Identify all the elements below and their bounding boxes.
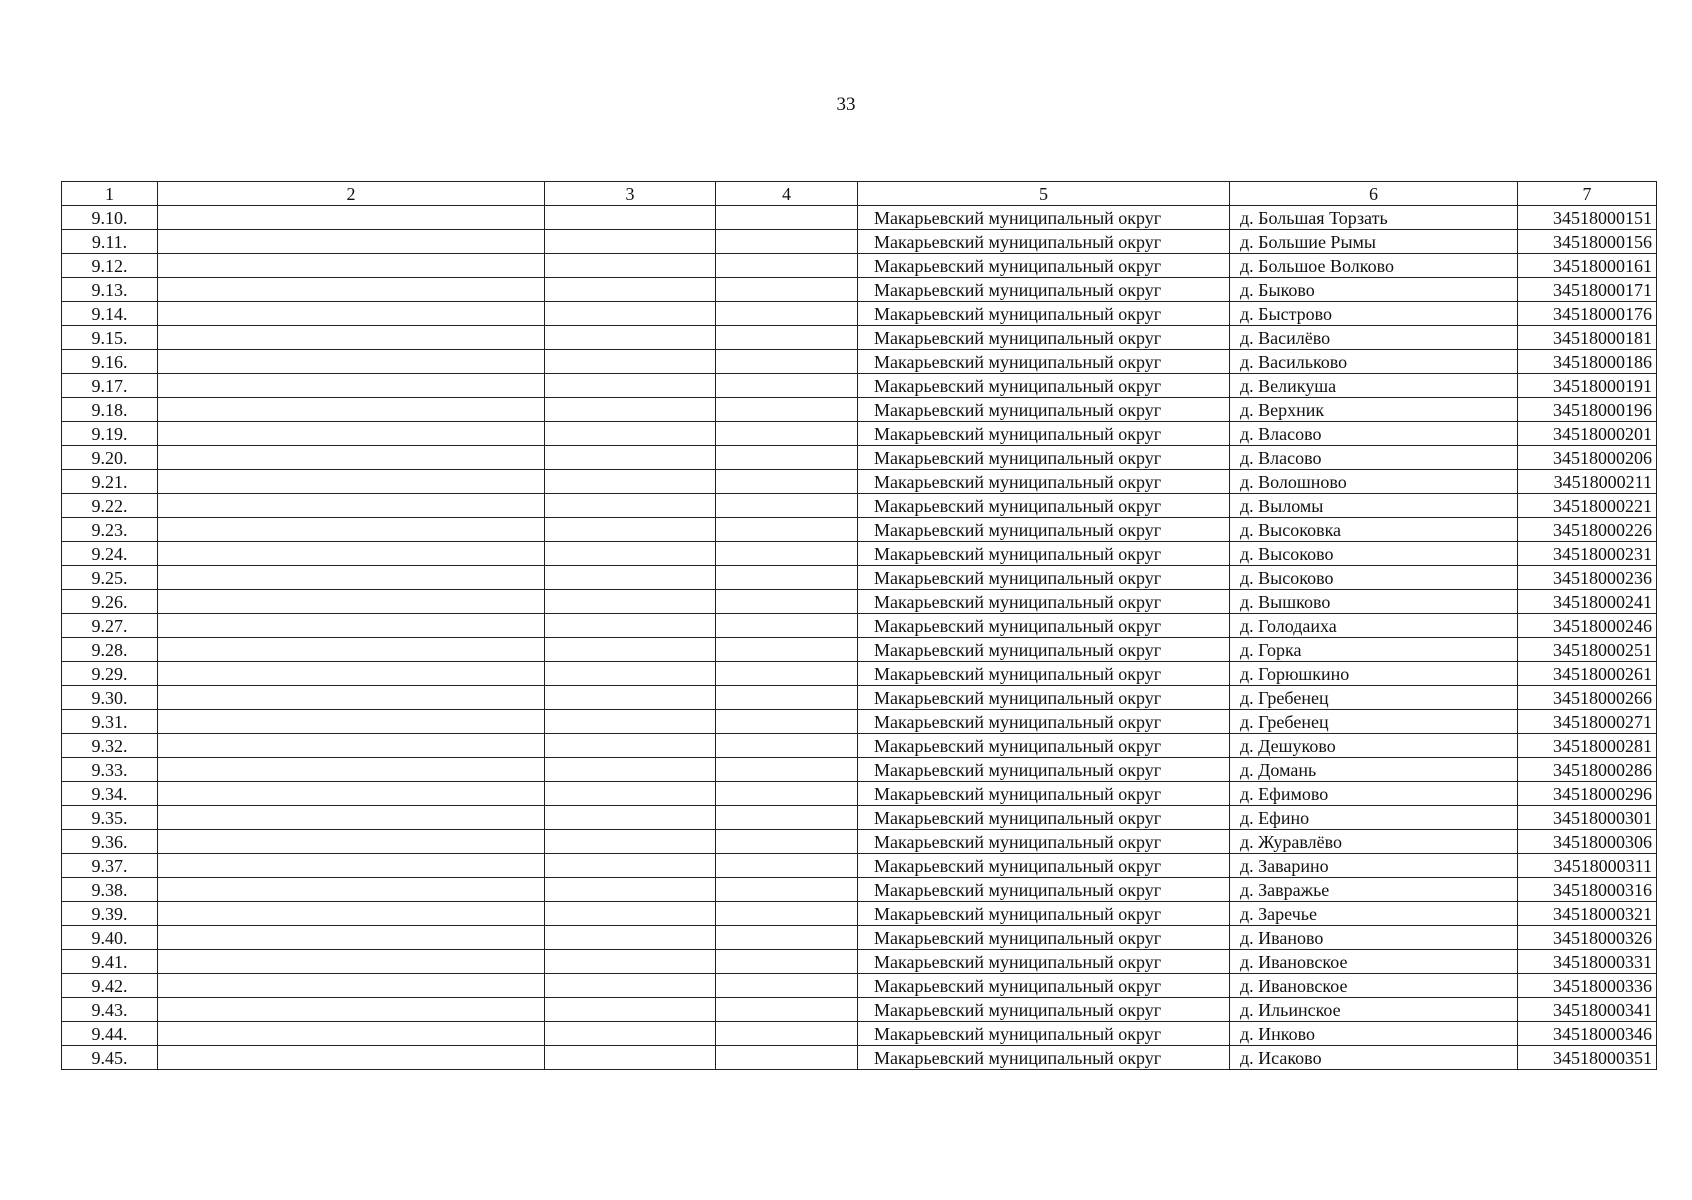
table-row	[62, 374, 1657, 398]
row-number: 9.22.	[62, 494, 158, 518]
empty-cell-2	[158, 254, 545, 278]
empty-cell-3	[545, 302, 716, 326]
empty-cell-4	[716, 518, 858, 542]
settlements-table	[61, 181, 1657, 1070]
settlement-name: д. Быстрово	[1230, 302, 1518, 326]
empty-cell-2	[158, 326, 545, 350]
oktmo-code: 34518000161	[1518, 254, 1657, 278]
settlement-name: д. Василёво	[1230, 326, 1518, 350]
empty-cell-4	[716, 710, 858, 734]
row-number: 9.28.	[62, 638, 158, 662]
municipal-district: Макарьевский муниципальный округ	[858, 470, 1230, 494]
table-body	[62, 206, 1657, 1070]
empty-cell-4	[716, 686, 858, 710]
oktmo-code: 34518000301	[1518, 806, 1657, 830]
settlement-name: д. Великуша	[1230, 374, 1518, 398]
empty-cell-2	[158, 998, 545, 1022]
empty-cell-3	[545, 230, 716, 254]
row-number: 9.24.	[62, 542, 158, 566]
table-row	[62, 734, 1657, 758]
empty-cell-2	[158, 590, 545, 614]
empty-cell-2	[158, 734, 545, 758]
row-number: 9.12.	[62, 254, 158, 278]
empty-cell-4	[716, 278, 858, 302]
settlement-name: д. Ефимово	[1230, 782, 1518, 806]
municipal-district: Макарьевский муниципальный округ	[858, 326, 1230, 350]
empty-cell-4	[716, 446, 858, 470]
table-row	[62, 350, 1657, 374]
municipal-district: Макарьевский муниципальный округ	[858, 590, 1230, 614]
municipal-district: Макарьевский муниципальный округ	[858, 374, 1230, 398]
row-number: 9.23.	[62, 518, 158, 542]
table-row	[62, 254, 1657, 278]
empty-cell-3	[545, 734, 716, 758]
oktmo-code: 34518000201	[1518, 422, 1657, 446]
municipal-district: Макарьевский муниципальный округ	[858, 998, 1230, 1022]
empty-cell-3	[545, 878, 716, 902]
empty-cell-2	[158, 710, 545, 734]
empty-cell-2	[158, 470, 545, 494]
table-row	[62, 614, 1657, 638]
row-number: 9.40.	[62, 926, 158, 950]
empty-cell-3	[545, 902, 716, 926]
settlement-name: д. Журавлёво	[1230, 830, 1518, 854]
empty-cell-2	[158, 950, 545, 974]
empty-cell-3	[545, 758, 716, 782]
table-row	[62, 926, 1657, 950]
oktmo-code: 34518000331	[1518, 950, 1657, 974]
empty-cell-4	[716, 614, 858, 638]
empty-cell-3	[545, 1022, 716, 1046]
empty-cell-3	[545, 326, 716, 350]
oktmo-code: 34518000226	[1518, 518, 1657, 542]
row-number: 9.29.	[62, 662, 158, 686]
table-row	[62, 686, 1657, 710]
municipal-district: Макарьевский муниципальный округ	[858, 542, 1230, 566]
empty-cell-4	[716, 830, 858, 854]
settlement-name: д. Высоковка	[1230, 518, 1518, 542]
empty-cell-4	[716, 590, 858, 614]
municipal-district: Макарьевский муниципальный округ	[858, 254, 1230, 278]
oktmo-code: 34518000196	[1518, 398, 1657, 422]
row-number: 9.30.	[62, 686, 158, 710]
table-row	[62, 446, 1657, 470]
municipal-district: Макарьевский муниципальный округ	[858, 566, 1230, 590]
row-number: 9.39.	[62, 902, 158, 926]
row-number: 9.43.	[62, 998, 158, 1022]
empty-cell-2	[158, 494, 545, 518]
empty-cell-4	[716, 230, 858, 254]
row-number: 9.42.	[62, 974, 158, 998]
oktmo-code: 34518000296	[1518, 782, 1657, 806]
table-row	[62, 278, 1657, 302]
empty-cell-3	[545, 350, 716, 374]
settlement-name: д. Заречье	[1230, 902, 1518, 926]
table-row	[62, 830, 1657, 854]
column-header: 2	[158, 182, 545, 206]
oktmo-code: 34518000326	[1518, 926, 1657, 950]
oktmo-code: 34518000306	[1518, 830, 1657, 854]
empty-cell-4	[716, 206, 858, 230]
municipal-district: Макарьевский муниципальный округ	[858, 278, 1230, 302]
empty-cell-4	[716, 998, 858, 1022]
municipal-district: Макарьевский муниципальный округ	[858, 230, 1230, 254]
empty-cell-3	[545, 926, 716, 950]
municipal-district: Макарьевский муниципальный округ	[858, 686, 1230, 710]
empty-cell-2	[158, 1022, 545, 1046]
oktmo-code: 34518000346	[1518, 1022, 1657, 1046]
empty-cell-4	[716, 902, 858, 926]
row-number: 9.16.	[62, 350, 158, 374]
empty-cell-4	[716, 878, 858, 902]
oktmo-code: 34518000246	[1518, 614, 1657, 638]
empty-cell-3	[545, 254, 716, 278]
row-number: 9.21.	[62, 470, 158, 494]
oktmo-code: 34518000266	[1518, 686, 1657, 710]
oktmo-code: 34518000261	[1518, 662, 1657, 686]
empty-cell-2	[158, 782, 545, 806]
oktmo-code: 34518000281	[1518, 734, 1657, 758]
empty-cell-4	[716, 638, 858, 662]
table-row	[62, 806, 1657, 830]
settlement-name: д. Ивановское	[1230, 974, 1518, 998]
empty-cell-2	[158, 638, 545, 662]
empty-cell-3	[545, 782, 716, 806]
empty-cell-4	[716, 1022, 858, 1046]
empty-cell-4	[716, 302, 858, 326]
empty-cell-4	[716, 950, 858, 974]
settlement-name: д. Горюшкино	[1230, 662, 1518, 686]
empty-cell-3	[545, 518, 716, 542]
table-row	[62, 1046, 1657, 1070]
row-number: 9.18.	[62, 398, 158, 422]
oktmo-code: 34518000351	[1518, 1046, 1657, 1070]
settlement-name: д. Заварино	[1230, 854, 1518, 878]
empty-cell-3	[545, 638, 716, 662]
empty-cell-3	[545, 566, 716, 590]
empty-cell-4	[716, 854, 858, 878]
oktmo-code: 34518000311	[1518, 854, 1657, 878]
row-number: 9.13.	[62, 278, 158, 302]
municipal-district: Макарьевский муниципальный округ	[858, 638, 1230, 662]
empty-cell-2	[158, 422, 545, 446]
row-number: 9.31.	[62, 710, 158, 734]
settlement-name: д. Гребенец	[1230, 710, 1518, 734]
oktmo-code: 34518000251	[1518, 638, 1657, 662]
empty-cell-4	[716, 974, 858, 998]
row-number: 9.35.	[62, 806, 158, 830]
empty-cell-3	[545, 1046, 716, 1070]
empty-cell-4	[716, 566, 858, 590]
empty-cell-3	[545, 446, 716, 470]
table-row	[62, 422, 1657, 446]
municipal-district: Макарьевский муниципальный округ	[858, 878, 1230, 902]
empty-cell-2	[158, 878, 545, 902]
oktmo-code: 34518000206	[1518, 446, 1657, 470]
settlement-name: д. Власово	[1230, 446, 1518, 470]
table-row	[62, 854, 1657, 878]
empty-cell-4	[716, 254, 858, 278]
settlement-name: д. Быково	[1230, 278, 1518, 302]
empty-cell-3	[545, 950, 716, 974]
oktmo-code: 34518000271	[1518, 710, 1657, 734]
municipal-district: Макарьевский муниципальный округ	[858, 734, 1230, 758]
municipal-district: Макарьевский муниципальный округ	[858, 782, 1230, 806]
empty-cell-3	[545, 590, 716, 614]
settlement-name: д. Выломы	[1230, 494, 1518, 518]
empty-cell-3	[545, 470, 716, 494]
row-number: 9.10.	[62, 206, 158, 230]
empty-cell-3	[545, 830, 716, 854]
settlement-name: д. Большая Торзать	[1230, 206, 1518, 230]
row-number: 9.17.	[62, 374, 158, 398]
table-row	[62, 1022, 1657, 1046]
settlement-name: д. Васильково	[1230, 350, 1518, 374]
settlement-name: д. Ильинское	[1230, 998, 1518, 1022]
municipal-district: Макарьевский муниципальный округ	[858, 926, 1230, 950]
municipal-district: Макарьевский муниципальный округ	[858, 350, 1230, 374]
oktmo-code: 34518000171	[1518, 278, 1657, 302]
empty-cell-3	[545, 974, 716, 998]
municipal-district: Макарьевский муниципальный округ	[858, 830, 1230, 854]
table-row	[62, 494, 1657, 518]
municipal-district: Макарьевский муниципальный округ	[858, 1022, 1230, 1046]
settlement-name: д. Инково	[1230, 1022, 1518, 1046]
empty-cell-4	[716, 758, 858, 782]
table-row	[62, 302, 1657, 326]
row-number: 9.14.	[62, 302, 158, 326]
table-row	[62, 902, 1657, 926]
empty-cell-2	[158, 830, 545, 854]
settlement-name: д. Большие Рымы	[1230, 230, 1518, 254]
row-number: 9.11.	[62, 230, 158, 254]
settlement-name: д. Домань	[1230, 758, 1518, 782]
row-number: 9.34.	[62, 782, 158, 806]
empty-cell-4	[716, 542, 858, 566]
empty-cell-4	[716, 350, 858, 374]
settlement-name: д. Горка	[1230, 638, 1518, 662]
table-row	[62, 230, 1657, 254]
empty-cell-2	[158, 758, 545, 782]
empty-cell-3	[545, 662, 716, 686]
table-row	[62, 710, 1657, 734]
table-row	[62, 950, 1657, 974]
empty-cell-3	[545, 686, 716, 710]
oktmo-code: 34518000231	[1518, 542, 1657, 566]
empty-cell-2	[158, 446, 545, 470]
column-header: 3	[545, 182, 716, 206]
municipal-district: Макарьевский муниципальный округ	[858, 518, 1230, 542]
row-number: 9.25.	[62, 566, 158, 590]
oktmo-code: 34518000341	[1518, 998, 1657, 1022]
empty-cell-2	[158, 686, 545, 710]
table-row	[62, 206, 1657, 230]
oktmo-code: 34518000316	[1518, 878, 1657, 902]
empty-cell-2	[158, 974, 545, 998]
settlement-name: д. Завражье	[1230, 878, 1518, 902]
column-header: 7	[1518, 182, 1657, 206]
municipal-district: Макарьевский муниципальный округ	[858, 1046, 1230, 1070]
municipal-district: Макарьевский муниципальный округ	[858, 302, 1230, 326]
empty-cell-4	[716, 734, 858, 758]
empty-cell-4	[716, 806, 858, 830]
municipal-district: Макарьевский муниципальный округ	[858, 662, 1230, 686]
municipal-district: Макарьевский муниципальный округ	[858, 902, 1230, 926]
row-number: 9.41.	[62, 950, 158, 974]
empty-cell-4	[716, 326, 858, 350]
municipal-district: Макарьевский муниципальный округ	[858, 758, 1230, 782]
oktmo-code: 34518000241	[1518, 590, 1657, 614]
table-row	[62, 326, 1657, 350]
empty-cell-2	[158, 1046, 545, 1070]
empty-cell-3	[545, 494, 716, 518]
row-number: 9.32.	[62, 734, 158, 758]
row-number: 9.36.	[62, 830, 158, 854]
table-row	[62, 998, 1657, 1022]
table-row	[62, 974, 1657, 998]
empty-cell-2	[158, 278, 545, 302]
column-header: 1	[62, 182, 158, 206]
empty-cell-3	[545, 806, 716, 830]
oktmo-code: 34518000236	[1518, 566, 1657, 590]
empty-cell-2	[158, 398, 545, 422]
oktmo-code: 34518000221	[1518, 494, 1657, 518]
column-header: 5	[858, 182, 1230, 206]
empty-cell-4	[716, 926, 858, 950]
column-header: 4	[716, 182, 858, 206]
municipal-district: Макарьевский муниципальный округ	[858, 854, 1230, 878]
empty-cell-4	[716, 422, 858, 446]
table-row	[62, 878, 1657, 902]
settlement-name: д. Иваново	[1230, 926, 1518, 950]
oktmo-code: 34518000186	[1518, 350, 1657, 374]
empty-cell-2	[158, 566, 545, 590]
empty-cell-2	[158, 926, 545, 950]
settlement-name: д. Исаково	[1230, 1046, 1518, 1070]
empty-cell-3	[545, 710, 716, 734]
empty-cell-3	[545, 278, 716, 302]
empty-cell-2	[158, 614, 545, 638]
table-row	[62, 470, 1657, 494]
settlement-name: д. Большое Волково	[1230, 254, 1518, 278]
settlement-name: д. Ивановское	[1230, 950, 1518, 974]
municipal-district: Макарьевский муниципальный округ	[858, 398, 1230, 422]
empty-cell-2	[158, 662, 545, 686]
municipal-district: Макарьевский муниципальный округ	[858, 614, 1230, 638]
empty-cell-2	[158, 302, 545, 326]
oktmo-code: 34518000286	[1518, 758, 1657, 782]
empty-cell-2	[158, 350, 545, 374]
table-row	[62, 758, 1657, 782]
empty-cell-3	[545, 422, 716, 446]
settlement-name: д. Верхник	[1230, 398, 1518, 422]
row-number: 9.20.	[62, 446, 158, 470]
row-number: 9.19.	[62, 422, 158, 446]
empty-cell-4	[716, 782, 858, 806]
municipal-district: Макарьевский муниципальный округ	[858, 206, 1230, 230]
table-row	[62, 398, 1657, 422]
municipal-district: Макарьевский муниципальный округ	[858, 950, 1230, 974]
municipal-district: Макарьевский муниципальный округ	[858, 710, 1230, 734]
empty-cell-2	[158, 374, 545, 398]
settlement-name: д. Дешуково	[1230, 734, 1518, 758]
empty-cell-2	[158, 902, 545, 926]
oktmo-code: 34518000211	[1518, 470, 1657, 494]
header-row	[62, 182, 1657, 206]
table-row	[62, 662, 1657, 686]
settlement-name: д. Волошново	[1230, 470, 1518, 494]
settlement-name: д. Власово	[1230, 422, 1518, 446]
empty-cell-2	[158, 542, 545, 566]
empty-cell-4	[716, 398, 858, 422]
table-row	[62, 518, 1657, 542]
row-number: 9.37.	[62, 854, 158, 878]
empty-cell-3	[545, 614, 716, 638]
empty-cell-2	[158, 806, 545, 830]
empty-cell-3	[545, 542, 716, 566]
oktmo-code: 34518000176	[1518, 302, 1657, 326]
settlement-name: д. Голодаиха	[1230, 614, 1518, 638]
oktmo-code: 34518000336	[1518, 974, 1657, 998]
municipal-district: Макарьевский муниципальный округ	[858, 974, 1230, 998]
municipal-district: Макарьевский муниципальный округ	[858, 494, 1230, 518]
municipal-district: Макарьевский муниципальный округ	[858, 806, 1230, 830]
table-row	[62, 590, 1657, 614]
oktmo-code: 34518000181	[1518, 326, 1657, 350]
empty-cell-3	[545, 374, 716, 398]
municipal-district: Макарьевский муниципальный округ	[858, 422, 1230, 446]
empty-cell-4	[716, 374, 858, 398]
table-row	[62, 638, 1657, 662]
row-number: 9.38.	[62, 878, 158, 902]
row-number: 9.33.	[62, 758, 158, 782]
empty-cell-4	[716, 470, 858, 494]
oktmo-code: 34518000321	[1518, 902, 1657, 926]
municipal-district: Макарьевский муниципальный округ	[858, 446, 1230, 470]
empty-cell-3	[545, 854, 716, 878]
settlement-name: д. Высоково	[1230, 566, 1518, 590]
empty-cell-3	[545, 998, 716, 1022]
row-number: 9.26.	[62, 590, 158, 614]
empty-cell-4	[716, 662, 858, 686]
page-number: 33	[836, 94, 856, 115]
oktmo-code: 34518000191	[1518, 374, 1657, 398]
row-number: 9.15.	[62, 326, 158, 350]
oktmo-code: 34518000156	[1518, 230, 1657, 254]
settlement-name: д. Ефино	[1230, 806, 1518, 830]
empty-cell-2	[158, 518, 545, 542]
settlement-name: д. Высоково	[1230, 542, 1518, 566]
empty-cell-2	[158, 854, 545, 878]
empty-cell-2	[158, 230, 545, 254]
row-number: 9.27.	[62, 614, 158, 638]
empty-cell-4	[716, 1046, 858, 1070]
empty-cell-2	[158, 206, 545, 230]
oktmo-code: 34518000151	[1518, 206, 1657, 230]
row-number: 9.45.	[62, 1046, 158, 1070]
settlement-name: д. Вышково	[1230, 590, 1518, 614]
empty-cell-3	[545, 398, 716, 422]
table-row	[62, 542, 1657, 566]
empty-cell-3	[545, 206, 716, 230]
settlement-name: д. Гребенец	[1230, 686, 1518, 710]
table-row	[62, 566, 1657, 590]
row-number: 9.44.	[62, 1022, 158, 1046]
column-header: 6	[1230, 182, 1518, 206]
empty-cell-4	[716, 494, 858, 518]
table-row	[62, 782, 1657, 806]
